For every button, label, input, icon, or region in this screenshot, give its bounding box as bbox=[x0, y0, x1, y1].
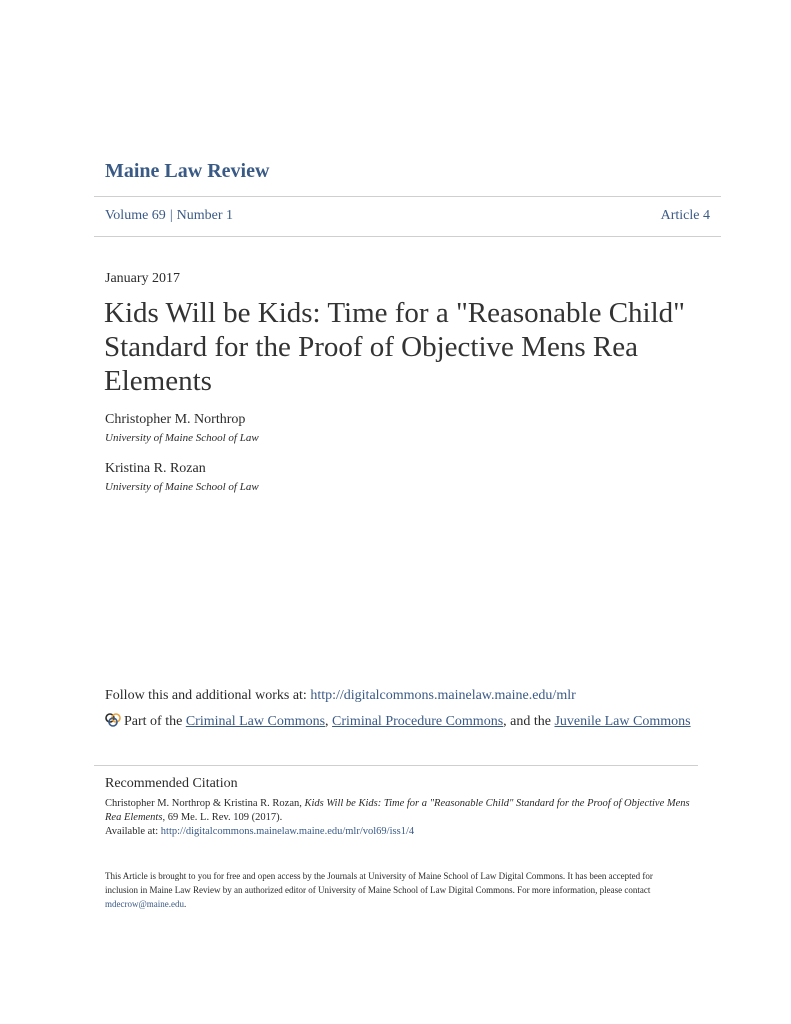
footer-notice bbox=[105, 869, 705, 911]
issue-divider bbox=[94, 236, 721, 237]
juvenile-law-commons-link[interactable]: Juvenile Law Commons bbox=[554, 714, 691, 729]
footer-line bbox=[105, 897, 705, 911]
journal-title[interactable]: Maine Law Review bbox=[105, 160, 270, 182]
author-affiliation: University of Maine School of Law bbox=[105, 481, 259, 493]
criminal-procedure-commons-link[interactable]: Criminal Procedure Commons bbox=[332, 714, 504, 729]
citation-line bbox=[105, 825, 705, 839]
author-name[interactable]: Kristina R. Rozan bbox=[105, 461, 206, 476]
article-number-link[interactable]: Article 4 bbox=[660, 208, 710, 223]
author-affiliation: University of Maine School of Law bbox=[105, 432, 259, 444]
available-label: Available at: bbox=[105, 826, 161, 837]
follow-text: Follow this and additional works at: bbox=[105, 688, 311, 703]
comma-separator: , bbox=[325, 714, 333, 729]
citation-title-cont: Rea Elements bbox=[105, 812, 163, 823]
follow-line bbox=[105, 688, 576, 704]
citation-source: , 69 Me. L. Rev. 109 (2017). bbox=[162, 812, 283, 823]
citation-body bbox=[105, 797, 705, 839]
criminal-law-commons-link[interactable]: Criminal Law Commons bbox=[185, 714, 326, 729]
citation-divider bbox=[94, 765, 698, 766]
publication-date: January 2017 bbox=[105, 271, 181, 286]
article-link[interactable]: http://digitalcommons.mainelaw.maine.edu/mlr/vol69/iss1/4 bbox=[160, 826, 415, 837]
and-the-text: , and the bbox=[503, 714, 555, 729]
author-name[interactable]: Christopher M. Northrop bbox=[105, 412, 246, 427]
citation-title: Kids Will be Kids: Time for a "Reasonable Child" Standard for the Proof of Objective Mens bbox=[304, 798, 690, 809]
part-of-line bbox=[105, 712, 705, 734]
title-line: Elements bbox=[104, 365, 212, 397]
issue-bar bbox=[105, 208, 710, 224]
footer-line: This Article is brought to you for free and open access by the Journals at University of Maine School of Law Digital Commons. It has been accepted for bbox=[105, 871, 653, 881]
network-icon bbox=[105, 712, 121, 734]
citation-line bbox=[105, 811, 705, 825]
volume-link[interactable]: Volume 69 bbox=[105, 208, 166, 223]
number-link[interactable]: Number 1 bbox=[176, 208, 234, 223]
contact-email-link[interactable]: mdecrow@maine.edu bbox=[105, 899, 185, 909]
issue-separator: | bbox=[169, 208, 173, 223]
footer-period: . bbox=[184, 899, 187, 909]
repository-link[interactable]: http://digitalcommons.mainelaw.maine.edu/mlr bbox=[310, 688, 576, 703]
title-line: Standard for the Proof of Objective Mens Rea bbox=[104, 331, 638, 363]
part-of-prefix: Part of the bbox=[124, 714, 186, 729]
citation-heading: Recommended Citation bbox=[105, 776, 238, 791]
title-line: Kids Will be Kids: Time for a "Reasonable Child" bbox=[104, 297, 686, 329]
article-title bbox=[104, 296, 704, 398]
top-divider bbox=[94, 196, 721, 197]
citation-authors: Christopher M. Northrop & Kristina R. Rozan, bbox=[105, 798, 305, 809]
footer-line: inclusion in Maine Law Review by an authorized editor of University of Maine School of Law Digital Commons. For more information, please contact bbox=[105, 885, 651, 895]
issue-info bbox=[105, 208, 233, 224]
citation-line bbox=[105, 797, 705, 811]
